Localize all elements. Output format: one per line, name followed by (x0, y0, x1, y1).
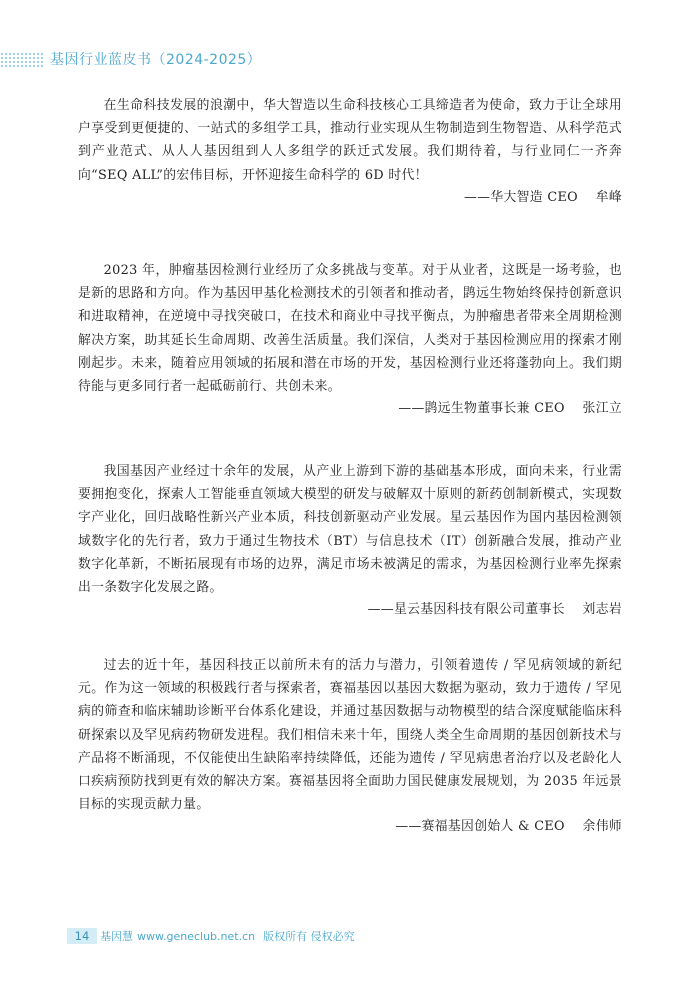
running-header (0, 50, 699, 72)
quote-section-3 (78, 460, 622, 621)
quote-paragraph: 我国基因产业经过十余年的发展，从产业上游到下游的基础基本形成，面向未来，行业需要拥抱变化，探索人工智能垂直领域大模型的研发与破解双十原则的新药创制新模式，实现数字产业化，回归战略性新兴产业本质，科技创新驱动产业发展。星云基因作为国内基因检测领域数字化的先行者，致力于通过生物技术（BT）与信息技术（IT）创新融合发展，推动产业数字化革新，不断拓展现有市场的边界，满足市场未被满足的需求，为基因检测行业率先探索出一条数字化发展之路。 (78, 464, 622, 596)
quote-signature: ——赛福基因创始人 & CEO 余伟师 (395, 819, 622, 835)
quote-signature: ——鹍远生物董事长兼 CEO 张江立 (398, 401, 622, 417)
page-footer (67, 927, 355, 945)
quote-signature: ——华大智造 CEO 牟峰 (464, 189, 622, 205)
quote-section-4 (78, 654, 622, 838)
quote-paragraph: 在生命科技发展的浪潮中，华大智造以生命科技核心工具缔造者为使命，致力于让全球用户享受到更便捷的、一站式的多组学工具，推动行业实现从生物制造到生物智造、从科学范式到产业范式、从人人基因组到人人多组学的跃迁式发展。我们期待着，与行业同仁一齐奔向“SEQ ALL”的宏伟目标，开怀迎接生命科学的 6D 时代！ (78, 98, 622, 183)
dot-pattern-decoration (0, 52, 44, 68)
page-number: 14 (67, 928, 97, 944)
footer-rights: 版权所有 侵权必究 (263, 930, 355, 943)
quote-paragraph: 2023 年，肿瘤基因检测行业经历了众多挑战与变革。对于从业者，这既是一场考验，也是新的思路和方向。作为基因甲基化检测技术的引领者和推动者，鹍远生物始终保持创新意识和进取精神，在逆境中寻找突破口，在技术和商业中寻找平衡点，为肿瘤患者带来全周期检测解决方案，助其延长生命周期、改善生活质量。我们深信，人类对于基因检测应用的探索才刚刚起步。未来，随着应用领域的拓展和潜在市场的开发，基因检测行业还将蓬勃向上。我们期待能与更多同行者一起砥砺前行、共创未来。 (78, 263, 622, 395)
header-title: 基因行业蓝皮书（2024-2025） (50, 52, 262, 68)
quote-paragraph: 过去的近十年，基因科技正以前所未有的活力与潜力，引领着遗传 / 罕见病领域的新纪元。作为这一领域的积极践行者与探索者，赛福基因以基因大数据为驱动，致力于遗传 / 罕见病的筛查和临床辅助诊断平台体系化建设，并通过基因数据与动物模型的结合深度赋能临床科研探索以及罕见病药物研发进程。我们相信未来十年，围绕人类全生命周期的基因创新技术与产品将不断涌现，不仅能使出生缺陷率持续降低，还能为遗传 / 罕见病患者治疗以及老龄化人口疾病预防找到更有效的解决方案。赛福基因将全面助力国民健康发展规划，为 2035 年远景目标的实现贡献力量。 (78, 658, 622, 813)
footer-brand: 基因慧 (100, 930, 133, 943)
quote-section-2 (78, 259, 622, 420)
footer-url-link[interactable]: www.geneclub.net.cn (137, 929, 256, 943)
quote-signature: ——星云基因科技有限公司董事长 刘志岩 (367, 602, 622, 618)
quote-section-1 (78, 94, 622, 209)
